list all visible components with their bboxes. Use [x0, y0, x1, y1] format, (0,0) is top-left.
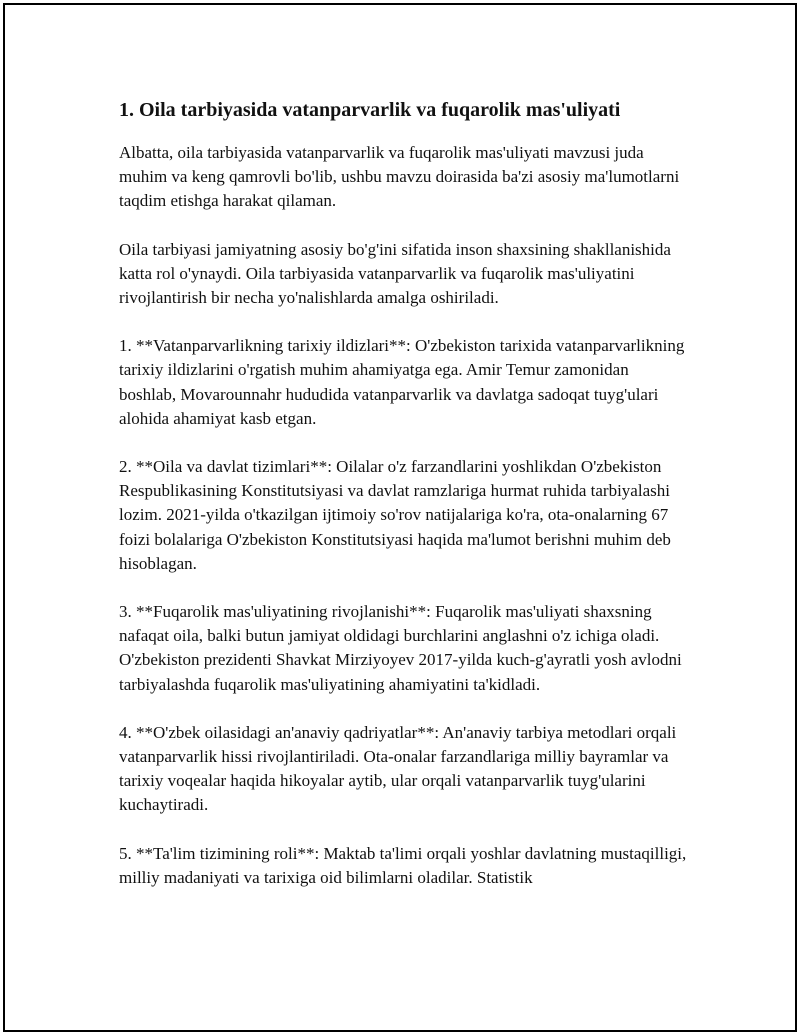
document-page: [3, 3, 797, 1032]
paragraph-intro: Albatta, oila tarbiyasida vatanparvarlik va fuqarolik mas'uliyati mavzusi juda muhim va keng qamrovli bo'lib, ushbu mavzu doirasida ba'zi asosiy ma'lumotlarni taqdim etishga harakat qilaman.: [119, 143, 680, 211]
paragraph-item-4: 4. **O'zbek oilasidagi an'anaviy qadriyatlar**: An'anaviy tarbiya metodlari orqali vatanparvarlik hissi rivojlantiriladi. Ota-onalar farzandlariga milliy bayramlar va tarixiy voqealar haqida hikoyalar aytib, ular orqali vatanparvarlik tuyg'ularini kuchaytiradi.: [119, 722, 677, 815]
paragraph-item-2: 2. **Oila va davlat tizimlari**: Oilalar o'z farzandlarini yoshlikdan O'zbekiston Respublikasining Konstitutsiyasi va davlat ramzlariga hurmat ruhida tarbiyalashi lozim. 2021-yilda o'tkazilgan ijtimoiy so'rov natijalariga ko'ra, ota-onalarning 67 foizi bolalariga O'zbekiston Konstitutsiyasi haqida ma'lumot berishni muhim deb hisoblagan.: [119, 457, 671, 573]
paragraph-item-5: 5. **Ta'lim tizimining roli**: Maktab ta'limi orqali yoshlar davlatning mustaqilligi, milliy madaniyati va tarixiga oid bilimlarni oladilar. Statistik: [119, 843, 687, 887]
paragraph-family-role: Oila tarbiyasi jamiyatning asosiy bo'g'ini sifatida inson shaxsining shakllanishida katta rol o'ynaydi. Oila tarbiyasida vatanparvarlik va fuqarolik mas'uliyatini rivojlantirish bir necha yo'nalishlarda amalga oshiriladi.: [119, 239, 671, 308]
paragraph-item-3: 3. **Fuqarolik mas'uliyatining rivojlanishi**: Fuqarolik mas'uliyati shaxsning nafaqat oila, balki butun jamiyat oldidagi burchlarini anglashni o'z ichiga oladi. O'zbekiston prezidenti Shavkat Mirziyoyev 2017-yilda kuch-g'ayratli yosh avlodni tarbiyalashda fuqarolik mas'uliyatining ahamiyatini ta'kidladi.: [119, 602, 682, 694]
document-body: [119, 97, 689, 914]
paragraph-item-1: 1. **Vatanparvarlikning tarixiy ildizlari**: O'zbekiston tarixida vatanparvarlikning tarixiy ildizlarini o'rgatish muhim ahamiyatga ega. Amir Temur zamonidan boshlab, Movarounnahr hududida vatanparvarlik va davlatga sadoqat tuyg'ulari alohida ahamiyat kasb etgan.: [119, 336, 685, 428]
section-heading: 1. Oila tarbiyasida vatanparvarlik va fuqarolik mas'uliyati: [119, 99, 621, 121]
